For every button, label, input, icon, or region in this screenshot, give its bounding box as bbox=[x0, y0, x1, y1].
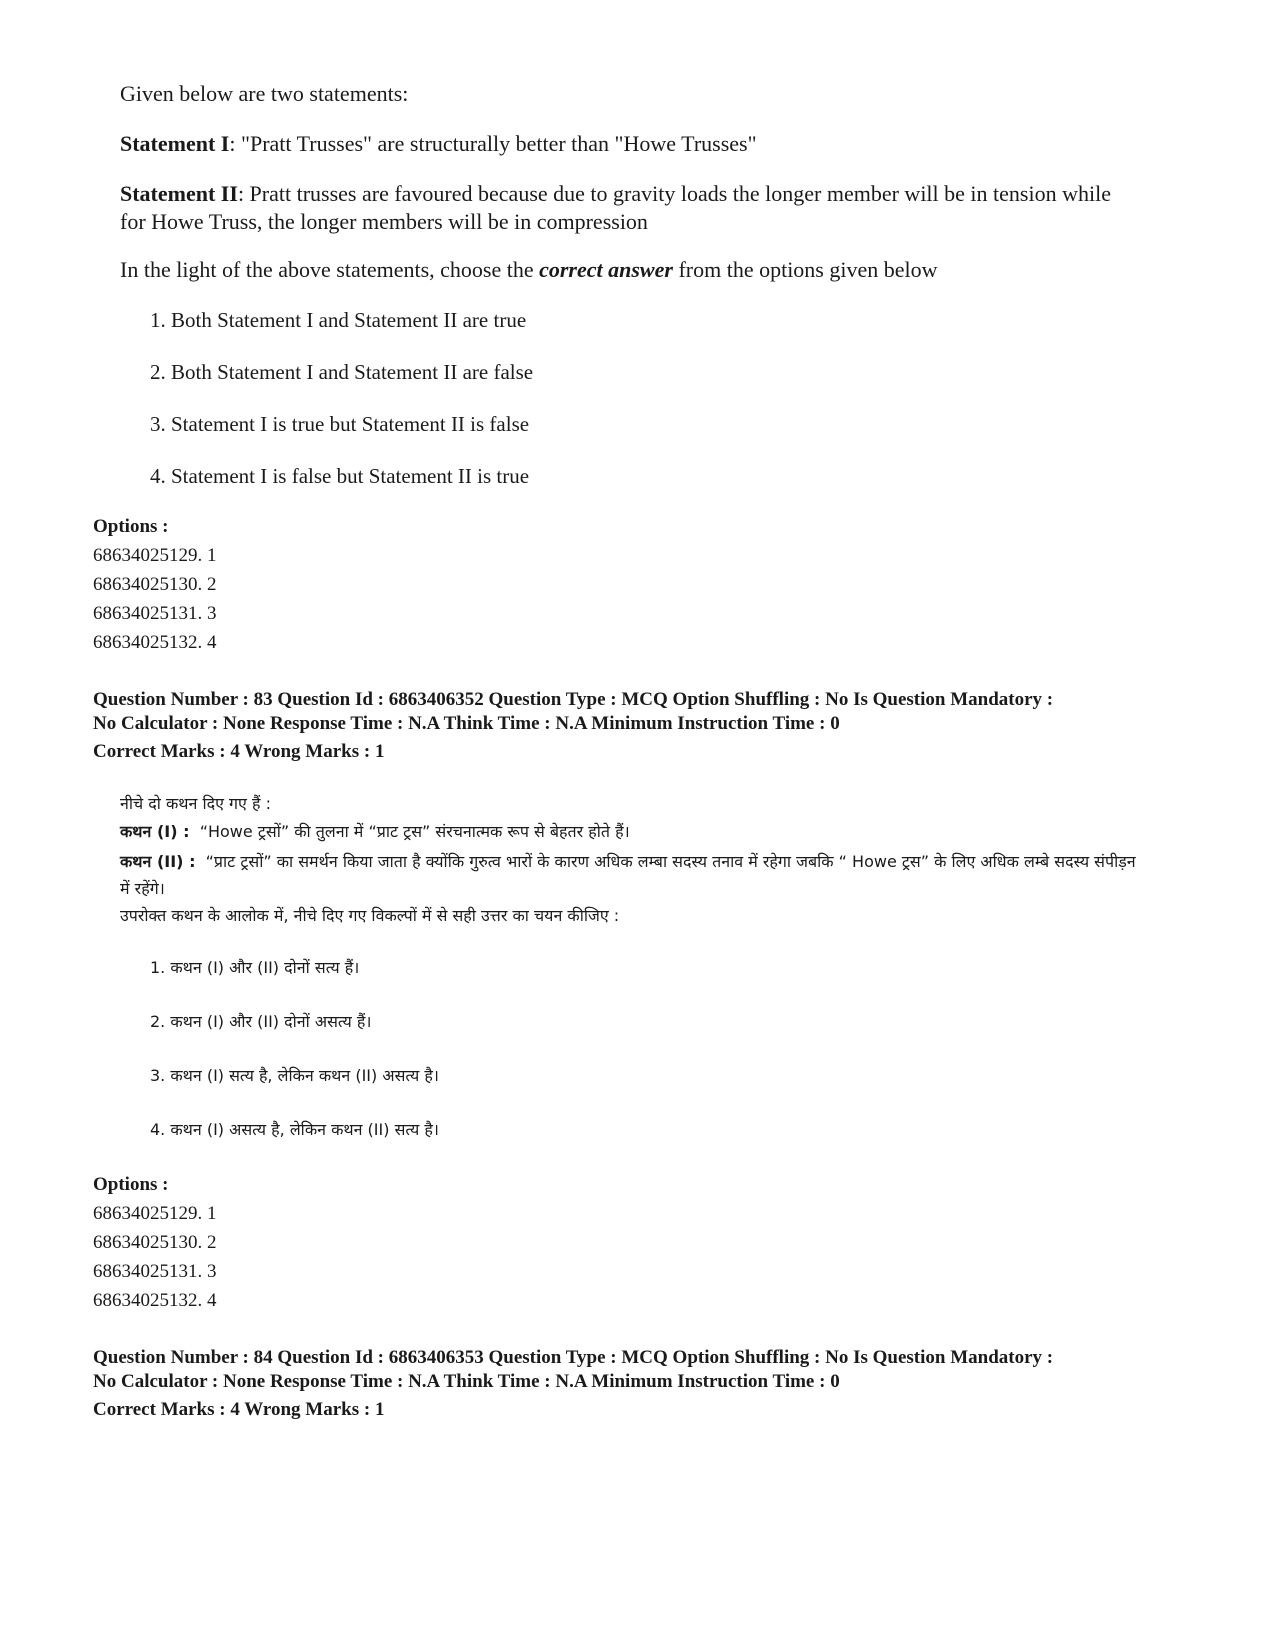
q82-s1-label: Statement I bbox=[120, 131, 230, 156]
q82-choice-2: 2. Both Statement I and Statement II are false bbox=[150, 360, 534, 384]
q82-statement-1 bbox=[120, 130, 1120, 158]
q82-intro: Given below are two statements: bbox=[120, 81, 409, 106]
q83-meta-line-2: No Calculator : None Response Time : N.A Think Time : N.A Minimum Instruction Time : 0 bbox=[93, 713, 840, 734]
q82-choice-1: 1. Both Statement I and Statement II are true bbox=[150, 308, 527, 332]
q83-option-3: 68634025131. 3 bbox=[93, 1261, 217, 1282]
q82-prompt-b: from the options given below bbox=[672, 257, 938, 282]
q82-options-header: Options : bbox=[93, 516, 169, 537]
q83-s2-label: कथन (II) : bbox=[120, 852, 196, 871]
q84-meta bbox=[93, 1346, 1213, 1422]
q82-s2-text: : Pratt trusses are favoured because due to gravity loads the longer member will be in tension while for Howe Truss, the longer members will be in compression bbox=[120, 181, 1111, 234]
q83-s1-text: “Howe ट्रसों” की तुलना में “प्राट ट्रस” संरचनात्मक रूप से बेहतर होते हैं। bbox=[199, 822, 630, 841]
q82-option-1: 68634025129. 1 bbox=[93, 545, 217, 566]
q83-option-2: 68634025130. 2 bbox=[93, 1232, 217, 1253]
q83-options bbox=[93, 1170, 217, 1315]
q82-option-3: 68634025131. 3 bbox=[93, 603, 217, 624]
q83-intro: नीचे दो कथन दिए गए हैं : bbox=[120, 794, 271, 813]
q83-statement-1 bbox=[120, 820, 1120, 842]
q83-option-1: 68634025129. 1 bbox=[93, 1203, 217, 1224]
q84-meta-line-2: No Calculator : None Response Time : N.A Think Time : N.A Minimum Instruction Time : 0 bbox=[93, 1371, 840, 1392]
q82-option-2: 68634025130. 2 bbox=[93, 574, 217, 595]
q82-s1-text: : "Pratt Trusses" are structurally better than "Howe Trusses" bbox=[229, 131, 757, 156]
q83-meta bbox=[93, 688, 1213, 764]
q82-option-4: 68634025132. 4 bbox=[93, 632, 217, 653]
q83-choice-1: 1. कथन (I) और (II) दोनों सत्य हैं। bbox=[150, 958, 360, 977]
q82-prompt-a: In the light of the above statements, choose the bbox=[120, 257, 540, 282]
q84-meta-line-1: Question Number : 84 Question Id : 6863406353 Question Type : MCQ Option Shuffling : No Is Question Mandatory : bbox=[93, 1347, 1054, 1368]
q82-choice-4: 4. Statement I is false but Statement II is true bbox=[150, 464, 530, 488]
q83-choice-3: 3. कथन (I) सत्य है, लेकिन कथन (II) असत्य है। bbox=[150, 1066, 439, 1085]
q84-marks: Correct Marks : 4 Wrong Marks : 1 bbox=[93, 1399, 385, 1420]
q82-s2-label: Statement II bbox=[120, 181, 238, 206]
q83-statement-2 bbox=[120, 848, 1140, 902]
q83-options-header: Options : bbox=[93, 1174, 169, 1195]
q83-s1-label: कथन (I) : bbox=[120, 822, 190, 841]
q83-choice-4: 4. कथन (I) असत्य है, लेकिन कथन (II) सत्य है। bbox=[150, 1120, 439, 1139]
q83-marks: Correct Marks : 4 Wrong Marks : 1 bbox=[93, 741, 385, 762]
q83-prompt: उपरोक्त कथन के आलोक में, नीचे दिए गए विकल्पों में से सही उत्तर का चयन कीजिए : bbox=[120, 906, 620, 925]
q83-option-4: 68634025132. 4 bbox=[93, 1290, 217, 1311]
q82-prompt-emphasis: correct answer bbox=[539, 257, 673, 282]
q82-prompt bbox=[120, 256, 938, 284]
q82-choice-3: 3. Statement I is true but Statement II is false bbox=[150, 412, 530, 436]
q83-meta-line-1: Question Number : 83 Question Id : 6863406352 Question Type : MCQ Option Shuffling : No Is Question Mandatory : bbox=[93, 689, 1054, 710]
q82-options bbox=[93, 512, 217, 657]
q82-statement-2 bbox=[120, 180, 1130, 236]
q83-s2-text: “प्राट ट्रसों” का समर्थन किया जाता है क्योंकि गुरुत्व भारों के कारण अधिक लम्बा सदस्य तनाव में रहेगा जबकि “ Howe ट्रस” के लिए अधिक लम्बे सदस्य संपीड़न में रहेंगे। bbox=[120, 852, 1136, 898]
q83-choice-2: 2. कथन (I) और (II) दोनों असत्य हैं। bbox=[150, 1012, 372, 1031]
